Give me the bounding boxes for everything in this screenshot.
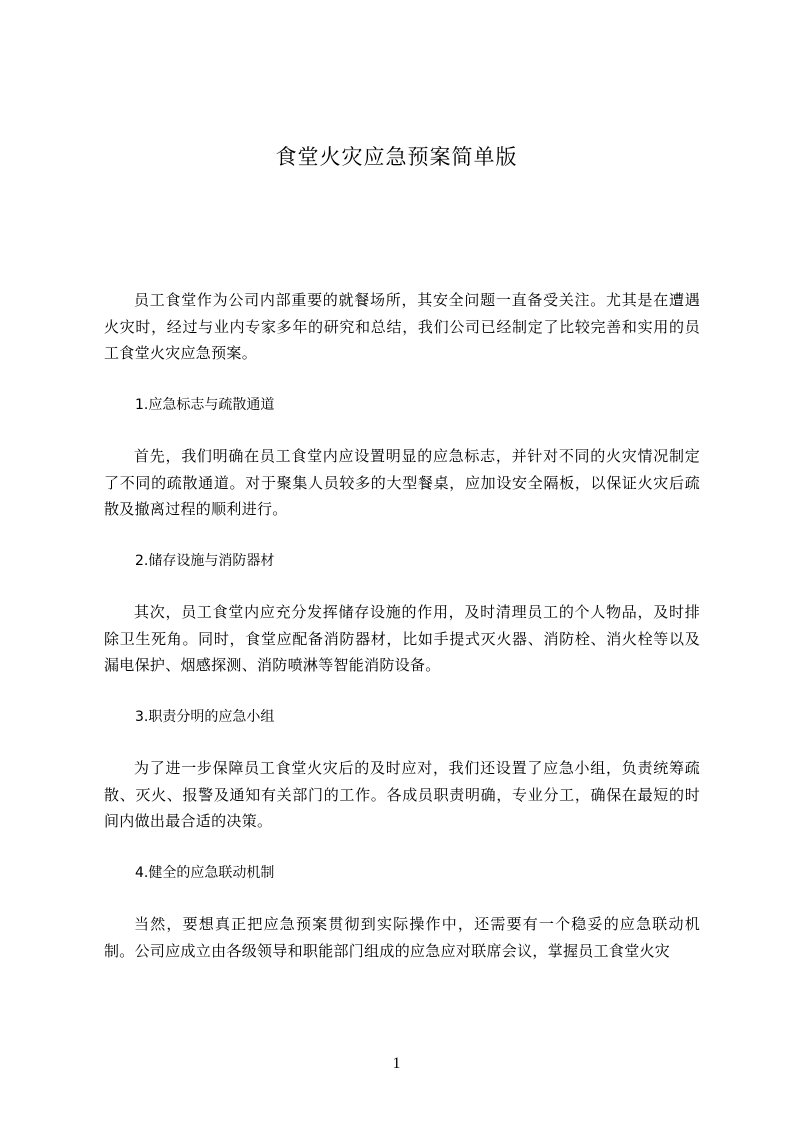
page-number: 1 bbox=[392, 1055, 401, 1072]
paragraph-section-2: 其次，员工食堂内应充分发挥储存设施的作用，及时清理员工的个人物品，及时排除卫生死角。同时，食堂应配备消防器材，比如手提式灭火器、消防栓、消火栓等以及漏电保护、烟感探测、消防喷淋等智能消防设备。 bbox=[104, 603, 700, 674]
document-body bbox=[104, 287, 700, 989]
paragraph-section-1: 首先，我们明确在员工食堂内应设置明显的应急标志，并针对不同的火灾情况制定了不同的疏散通道。对于聚集人员较多的大型餐桌，应加设安全隔板，以保证火灾后疏散及撤离过程的顺利进行。 bbox=[104, 447, 700, 518]
paragraph-intro: 员工食堂作为公司内部重要的就餐场所，其安全问题一直备受关注。尤其是在遭遇火灾时，经过与业内专家多年的研究和总结，我们公司已经制定了比较完善和实用的员工食堂火灾应急预案。 bbox=[104, 291, 700, 362]
paragraph-section-4: 当然，要想真正把应急预案贯彻到实际操作中，还需要有一个稳妥的应急联动机制。公司应成立由各级领导和职能部门组成的应急应对联席会议，掌握员工食堂火灾 bbox=[104, 915, 700, 960]
section-heading-3: 3.职责分明的应急小组 bbox=[135, 708, 275, 725]
section-heading-1: 1.应急标志与疏散通道 bbox=[135, 396, 275, 413]
section-heading-2: 2.储存设施与消防器材 bbox=[135, 552, 275, 569]
section-heading-4: 4.健全的应急联动机制 bbox=[135, 864, 275, 881]
document-title: 食堂火灾应急预案简单版 bbox=[275, 145, 518, 169]
paragraph-section-3: 为了进一步保障员工食堂火灾后的及时应对，我们还设置了应急小组，负责统筹疏散、灭火、报警及通知有关部门的工作。各成员职责明确，专业分工，确保在最短的时间内做出最合适的决策。 bbox=[104, 759, 700, 830]
